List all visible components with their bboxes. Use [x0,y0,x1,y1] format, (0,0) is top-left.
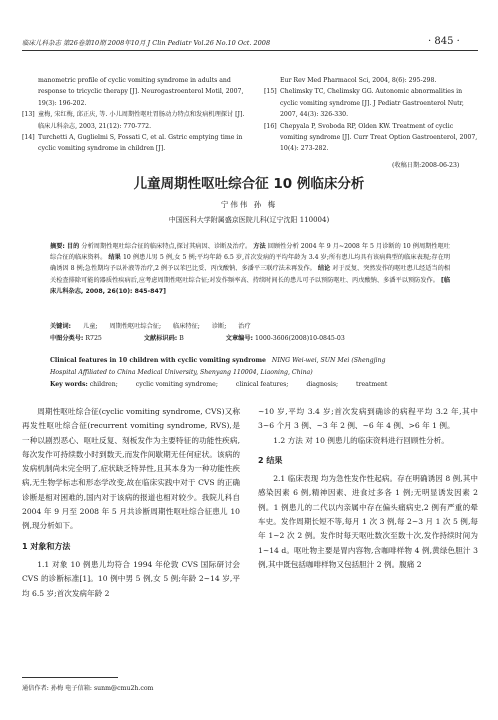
keyword: 治疗 [238,323,251,330]
classification [50,333,480,342]
doc-value: B [179,335,184,342]
paragraph: 1.2 方法 对 10 例患儿的临床资料进行回顾性分析。 [273,435,449,445]
keyword: 周期性呕吐综合征; [109,323,162,330]
authors: 宁伟伟 孙 梅 [220,200,278,209]
method-text: 回顾性分析 2004 年 9 月~2008 年 5 月诊断的 10 例周期性呕吐综合征的临床资料。 [50,243,451,262]
page-number: · 845 · [428,36,460,47]
conclusion-text: 对于反复、突然发作的呕吐患儿经适当的相关检查排除可能的器质性疾病后,应考虑周期性呕吐综合征;对发作频率高、持续时间长的患儿可予以预防呕吐、丙戊酸钠、多潘平以预防发作。 [50,265,451,284]
objective-text: 分析周期性呕吐综合征的临床特点,探讨其病因、诊断及治疗。 [81,243,252,250]
footnote-rule [22,677,118,678]
keyword: 临床特征; [173,323,200,330]
result-text: 10 例患儿男 5 例,女 5 例;平均年龄 6.5 岁,首次发病的平均年龄为 3.4 岁;所有患儿均具有该病典型的临床表现;存在明确诱因 8 例;急性期均予以补液等治疗,2 例予以苯巴比妥、丙戊酸钠、多潘平三联疗法未再发作。 [50,254,451,273]
conclusion-label: 结论 [317,265,331,273]
keywords-label: 关键词: [50,323,72,330]
keywords [50,321,480,330]
body-right-column [258,405,478,572]
article-value: 1000-3606(2008)10-0845-03 [254,335,345,342]
paragraph: 1.1 对象 10 例患儿均符合 1994 年伦敦 CVS 国际研讨会 CVS 的诊断标准[1]。10 例中男 5 例,女 5 例;年龄 2~14 岁,平均 6.5 岁;首次发病年龄 2 [22,559,240,598]
english-keyword: cyclic vomiting syndrome; [135,381,218,388]
paragraph: 2.1 临床表现 均为急性发作性起病。存在明确诱因 8 例,其中感染因素 6 例,精神因素、进食过多各 1 例;无明显诱发因素 2 例。1 例患儿的二代以内亲属中存在偏头痛病史,2 例有严重的晕车史。发作周期长短不等,每月 1 次 3 例,每 2~3 月 1 次 5 例,每年 1~2 次 2 例。发作时每天呕吐数次至数十次,发作持续时间为 1~14 d。呕吐物主要是胃内容物,含咖啡样物 4 例,黄绿色胆汁 3 例,其中既包括咖啡样物又包括胆汁 2 例。腹痛 2 [258,474,478,569]
english-title: Clinical features in 10 children with cyclic vomiting syndrome [50,357,266,364]
reference-item: Eur Rev Med Pharmacol Sci, 2004, 8(6): 295-298. [280,77,437,84]
reference-item: [14] Turchetti A, Guglielmi S, Fossati C, et al. Gstric emptying time in cyclic vomiting syndrome in children [J]. [22,134,243,153]
section-heading: 2 结果 [258,455,283,465]
references-right [264,75,478,155]
english-affiliation: Hospital Affiliated to China Medical University, Shenyang 110004, Liaoning, China) [50,369,313,376]
english-keywords-label: Key words: [50,381,88,388]
english-keyword: treatment [356,381,388,388]
reference-item: [16] Chepyala P, Svoboda RP, Olden KW. Treatment of cyclic vomiting syndrome [J]. Curr Treat Option Gastroenterol, 2007, 10(4): 273-282. [264,122,478,153]
english-authors: NING Wei-wei, SUN Mei (Shengjing [271,357,386,364]
abstract [50,241,450,297]
abstract-label: 摘要: [50,243,65,250]
result-label: 结果 [108,254,121,262]
doc-label: 文献标识码: [143,335,178,342]
clc-label: 中图分类号: [50,335,84,342]
intro-paragraph: 周期性呕吐综合征(cyclic vomiting syndrome, CVS)又称再发性呕吐综合征(recurrent vomiting syndrome, RVS),是一种以剧烈恶心、呕吐反复、刻板发作为主要特征的功能性疾病,每次发作可持续数小时到数天,而发作间歇期无任何症状。该病的发病机制尚未完全明了,症状缺乏特异性,且其本身为一种功能性疾病,无生物学标志和形态学改变,故在临床实践中对于 CVS 的正确诊断是相对困难的,国内对于该病的报道也相对较少。我院儿科自 2004 年 9 月至 2008 年 5 月共诊断周期性呕吐综合征患儿 10 例,现分析如下。 [22,407,240,531]
citation: [临床儿科杂志, 2008, 26(10): 845-847] [50,276,451,295]
paragraph: ~10 岁,平均 3.4 岁;首次发病到确诊的病程平均 3.2 年,其中 3~6 个月 3 例、~3 年 2 例、~6 年 4 例、>6 年 1 例。 [258,407,478,431]
references-left [22,75,250,155]
reference-item: [15] Chelimsky TC, Chelimsky GG. Autonomic abnormalities in cyclic vomiting syndrome [J]. J Pediatr Gastroenterol Nutr, 2007, 44(3): 326-330. [264,88,464,119]
english-keywords [50,381,480,388]
reference-item: [13] 童梅, 宋红梅, 邱正庆, 等. 小儿周期性呕吐胃肠动力特点和发病机理探讨 [J]. 临床儿科杂志, 2003, 21(12): 770-772. [22,111,245,130]
header-rule [22,50,478,51]
affiliation: 中国医科大学附属盛京医院儿科(辽宁沈阳 110004) [168,216,330,224]
english-keyword: clinical features; [235,381,289,388]
keyword: 儿童; [83,323,98,330]
received-date: (收稿日期:2008-06-23) [392,162,460,169]
article-title: 儿童周期性呕吐综合征 10 例临床分析 [133,176,365,192]
footnote: 通信作者: 孙梅 电子信箱: sunm@cmu2h.com [22,685,154,692]
running-head: 临床儿科杂志 第26卷第10期 2008年10月 J Clin Pediatr Vol.26 No.10 Oct. 2008 [22,39,271,47]
method-label: 方法 [253,243,266,250]
keyword: 诊断; [211,323,227,330]
article-label: 文章编号: [225,335,253,342]
reference-item: manometric profile of cyclic vomiting syndrome in adults and response to tricyclic therapy [J]. Neurogastroenterol Motil, 2007, 19(3): 196-202. [38,77,244,107]
english-keyword: children; [89,381,118,388]
objective-label: 目的 [66,243,80,250]
section-heading: 1 对象和方法 [22,541,71,551]
english-keyword: diagnosis; [306,381,339,388]
clc-value: R725 [85,335,102,342]
body-left-column [22,405,240,601]
english-title-line [50,357,480,364]
